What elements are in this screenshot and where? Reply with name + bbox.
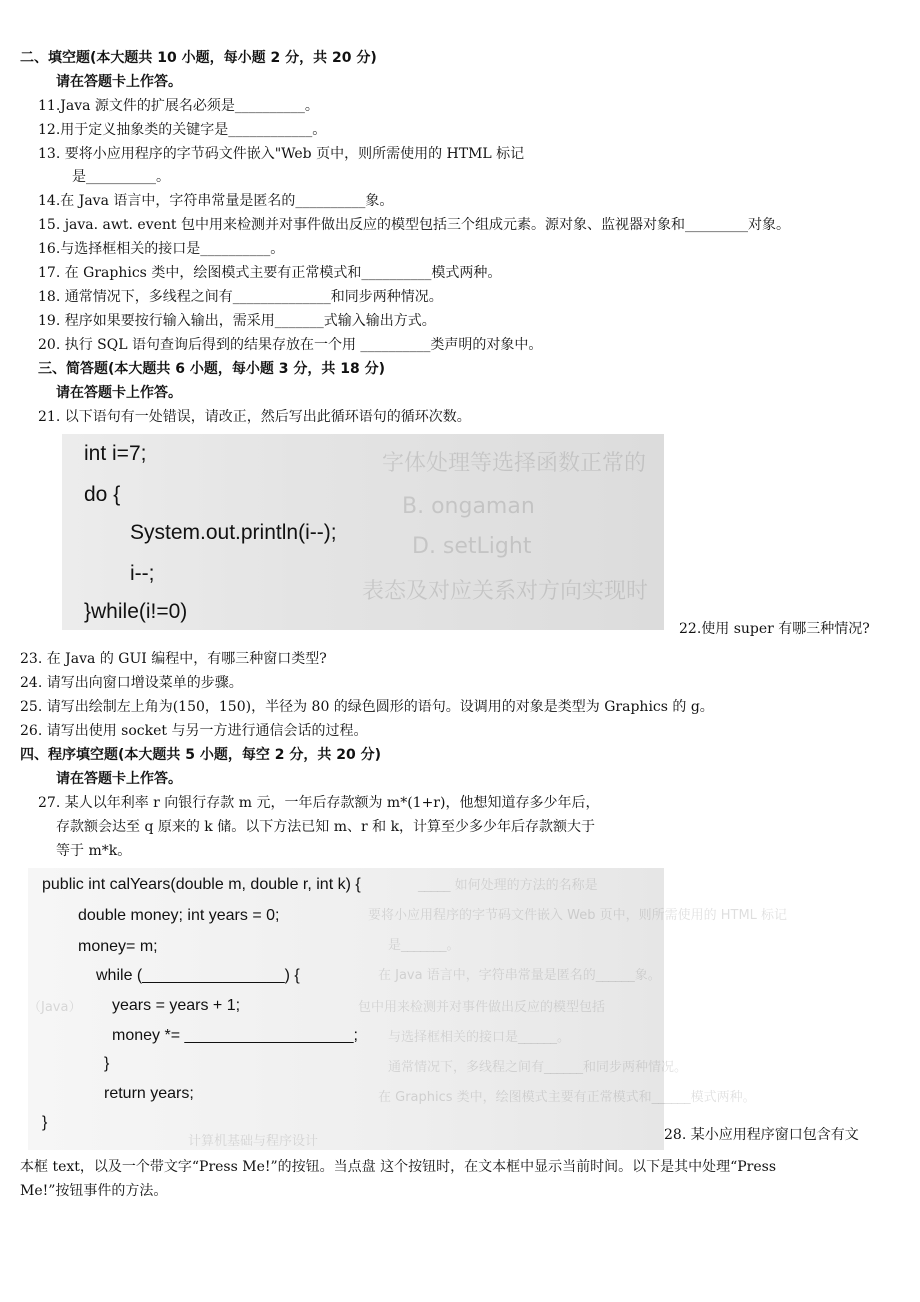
- section-3-title: 三、简答题(本大题共 6 小题，每小题 3 分，共 18 分): [38, 361, 386, 377]
- code-line: }: [104, 1055, 110, 1072]
- code-line: System.out.println(i--);: [130, 521, 337, 544]
- question-13: 13. 要将小应用程序的字节码文件嵌入"Web 页中，则所需使用的 HTML 标记: [38, 146, 525, 162]
- section-4-instruction: 请在答题卡上作答。: [56, 771, 182, 787]
- code-image-q27: _____ 如何处理的方法的名称是 要将小应用程序的字节码文件嵌入 Web 页中，则所需使用的 HTML 标记 是_______。 在 Java 语言中，字符串常量是匿名的______象。 （Java） 包中用来检测并对事件做出反应的模型包括 与选择框相关的接口是______。 通常情况下，多线程之间有______和同步两种情况。 在 Graphics 类中，绘图模式主要有正常模式和______模式两种。 计算机基础与程序设计: [28, 868, 664, 1150]
- question-11: 11.Java 源文件的扩展名必须是__________。: [38, 98, 319, 114]
- question-27-line-2: 存款额会达至 q 原来的 k 储。以下方法已知 m、r 和 k，计算至少多少年后存款额大于: [56, 819, 596, 835]
- question-23: 23. 在 Java 的 GUI 编程中，有哪三种窗口类型?: [20, 651, 327, 667]
- section-2-instruction: 请在答题卡上作答。: [56, 74, 182, 90]
- question-25: 25. 请写出绘制左上角为(150，150)，半径为 80 的绿色圆形的语句。设调用的对象是类型为 Graphics 的 g。: [20, 699, 714, 715]
- question-24: 24. 请写出向窗口增设菜单的步骤。: [20, 675, 243, 691]
- code-line: while (________________) {: [96, 967, 300, 984]
- question-17: 17. 在 Graphics 类中，绘图模式主要有正常模式和__________模式两种。: [38, 265, 502, 281]
- question-12: 12.用于定义抽象类的关键字是____________。: [38, 122, 327, 138]
- section-2-title: 二、填空题(本大题共 10 小题，每小题 2 分，共 20 分): [20, 50, 377, 66]
- code-line: return years;: [104, 1085, 194, 1102]
- code-line: public int calYears(double m, double r, int k) {: [42, 876, 361, 893]
- code-line: }: [42, 1114, 48, 1131]
- question-27: 27. 某人以年利率 r 向银行存款 m 元，一年后存款额为 m*(1+r)，他想知道存多少年后，: [38, 795, 600, 811]
- question-28-line-3: Me!”按钮事件的方法。: [20, 1183, 168, 1199]
- code-image-q21: 字体处理等选择函数正常的 B. ongaman D. setLight 表态及对应关系对方向实现时: [62, 434, 664, 630]
- question-16: 16.与选择框相关的接口是__________。: [38, 241, 285, 257]
- code-line: do {: [84, 483, 121, 506]
- code-line: i--;: [130, 562, 155, 585]
- question-13-cont: 是__________。: [72, 169, 170, 185]
- code-line: double money; int years = 0;: [78, 907, 280, 924]
- question-28-line-2: 本框 text，以及一个带文字“Press Me!”的按钮。当点盘 这个按钮时，在文本框中显示当前时间。以下是其中处理“Press: [20, 1159, 777, 1175]
- question-21: 21. 以下语句有一处错误，请改正，然后写出此循环语句的循环次数。: [38, 409, 471, 425]
- code-line: money *= ___________________;: [112, 1027, 358, 1044]
- code-line: money= m;: [78, 938, 158, 955]
- question-19: 19. 程序如果要按行输入输出，需采用_______式输入输出方式。: [38, 313, 436, 329]
- section-4-title: 四、程序填空题(本大题共 5 小题，每空 2 分，共 20 分): [20, 747, 382, 763]
- question-15: 15. java. awt. event 包中用来检测并对事件做出反应的模型包括三个组成元素。源对象、监视器对象和_________对象。: [38, 217, 790, 233]
- question-27-line-3: 等于 m*k。: [56, 843, 132, 859]
- question-28: 28. 某小应用程序窗口包含有文: [664, 1127, 859, 1143]
- question-20: 20. 执行 SQL 语句查询后得到的结果存放在一个用 __________类声明的对象中。: [38, 337, 543, 353]
- code-line: years = years + 1;: [112, 997, 241, 1014]
- question-18: 18. 通常情况下，多线程之间有______________和同步两种情况。: [38, 289, 443, 305]
- question-26: 26. 请写出使用 socket 与另一方进行通信会话的过程。: [20, 723, 368, 739]
- code-line: int i=7;: [84, 442, 147, 465]
- question-14: 14.在 Java 语言中，字符串常量是匿名的__________象。: [38, 193, 394, 209]
- code-line: }while(i!=0): [84, 600, 188, 623]
- question-22: 22.使用 super 有哪三种情况?: [679, 621, 870, 637]
- section-3-instruction: 请在答题卡上作答。: [56, 385, 182, 401]
